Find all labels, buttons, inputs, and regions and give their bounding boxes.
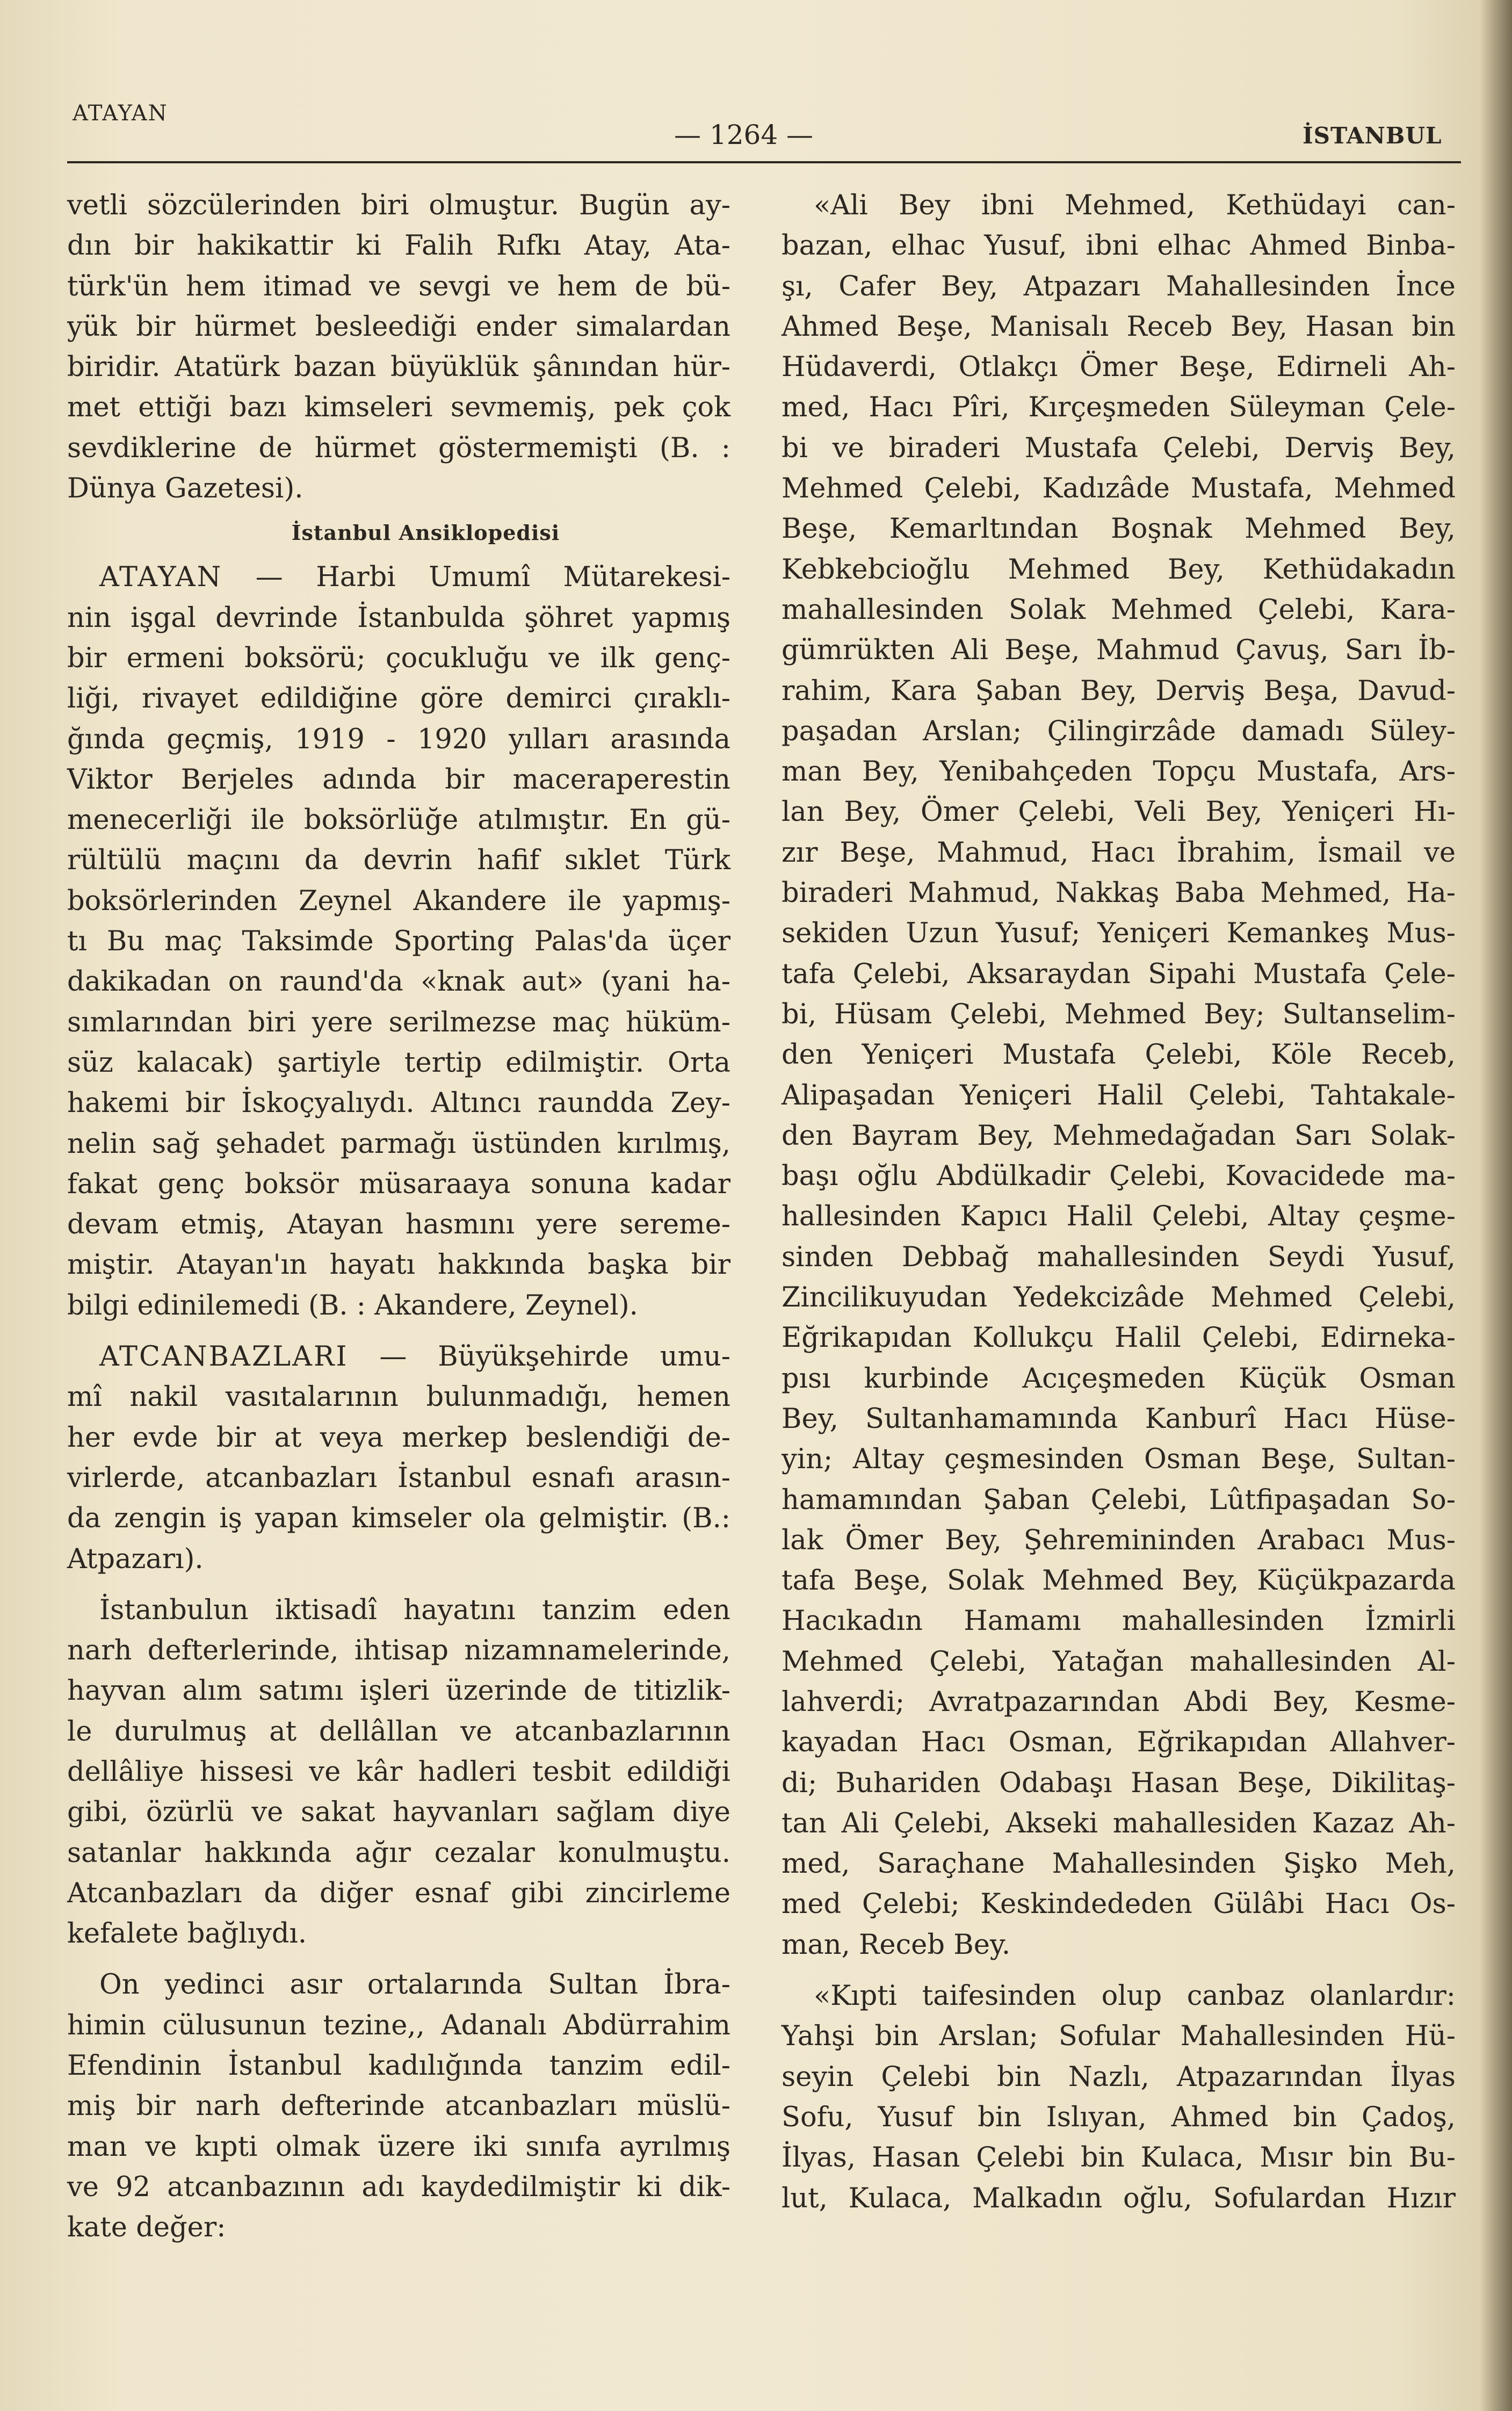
text-line: kefalete bağlıydı.	[67, 1918, 307, 1950]
text-line: lahverdi; Avratpazarından Abdi Bey, Kesme-	[782, 1686, 1456, 1718]
text-line: Yahşi bin Arslan; Sofular Mahallesinden Hü-	[782, 2020, 1456, 2053]
text-line: lan Bey, Ömer Çelebi, Veli Bey, Yeniçeri Hı-	[782, 796, 1456, 828]
text-line: den Bayram Bey, Mehmedağadan Sarı Solak-	[782, 1120, 1456, 1152]
running-head-left: ATAYAN	[73, 101, 168, 126]
entry-heading-atayan: ATAYAN	[99, 561, 223, 594]
text-line: başı oğlu Abdülkadir Çelebi, Kovacidede ma-	[782, 1160, 1456, 1193]
text-line: bir ermeni boksörü; çocukluğu ve ilk genç-	[67, 642, 730, 674]
page-number: — 1264 —	[674, 119, 814, 150]
text-line: virlerde, atcanbazları İstanbul esnafı arasın-	[67, 1462, 730, 1494]
text-line: Viktor Berjeles adında bir maceraperestin	[67, 763, 730, 796]
paragraph-onyedinci-asir	[67, 1965, 730, 2248]
text-line: rahim, Kara Şaban Bey, Derviş Beşa, Davud-	[782, 675, 1456, 707]
text-line: dellâliye hissesi ve kâr hadleri tesbit edildiği	[67, 1756, 730, 1788]
entry-atcan-first-line	[67, 1337, 730, 1377]
entry-atayan-first-line	[67, 557, 730, 597]
text-line: nelin sağ şehadet parmağı üstünden kırılmış,	[67, 1128, 730, 1160]
text-line: met ettiği bazı kimseleri sevmemiş, pek çok	[67, 392, 730, 424]
paragraph-muslim-canbazlar-list	[782, 185, 1456, 1965]
text-line: bazan, elhac Yusuf, ibni elhac Ahmed Binba-	[782, 230, 1456, 262]
text-line: hamamından Şaban Çelebi, Lûtfipaşadan So-	[782, 1484, 1456, 1516]
text-line: Ahmed Beşe, Manisalı Receb Bey, Hasan bin	[782, 311, 1456, 343]
text-line: tafa Beşe, Solak Mehmed Bey, Küçükpazarda	[782, 1565, 1456, 1597]
text-line: lak Ömer Bey, Şehremininden Arabacı Mus-	[782, 1524, 1456, 1556]
text-line: rültülü maçını da devrin hafif sıklet Türk	[67, 844, 730, 877]
text-line: şı, Cafer Bey, Atpazarı Mahallesinden İnce	[782, 270, 1456, 302]
text-line: Atcanbazları da diğer esnaf gibi zincirleme	[67, 1877, 730, 1909]
text-line: dın bir hakikattir ki Falih Rıfkı Atay, Ata-	[67, 230, 730, 262]
text-line: bi ve biraderi Mustafa Çelebi, Derviş Bey,	[782, 432, 1456, 464]
text-line: vetli sözcülerinden biri olmuştur. Bugün ay-	[67, 190, 730, 221]
paragraph-ataturk-continuation	[67, 185, 730, 509]
paragraph-gap	[782, 1965, 1456, 1976]
text-line: Hüdaverdi, Otlakçı Ömer Beşe, Edirneli Ah-	[782, 351, 1456, 384]
text-line: pısı kurbinde Acıçeşmeden Küçük Osman	[782, 1362, 1456, 1395]
text-line: devam etmiş, Atayan hasmını yere sereme-	[67, 1209, 730, 1241]
text-line: paşadan Arslan; Çilingirzâde damadı Süley-	[782, 715, 1456, 747]
text-line: seyin Çelebi bin Nazlı, Atpazarından İlyas	[782, 2061, 1456, 2093]
paragraph-kipti-canbazlar-list	[782, 1976, 1456, 2219]
text-line: Bey, Sultanhamamında Kanburî Hacı Hüse-	[782, 1403, 1456, 1435]
text-line: kayadan Hacı Osman, Eğrikapıdan Allahver-	[782, 1727, 1456, 1759]
text-line: Beşe, Kemarltından Boşnak Mehmed Bey,	[782, 513, 1456, 545]
entry-signature: İstanbul Ansiklopedisi	[291, 521, 560, 545]
text-line: Mehmed Çelebi, Yatağan mahallesinden Al-	[782, 1645, 1456, 1678]
text-line: kate değer:	[67, 2212, 226, 2244]
entry-atayan-first-text: — Harbi Umumî Mütarekesi-	[222, 561, 730, 594]
text-line: man, Receb Bey.	[782, 1929, 1011, 1961]
entry-atcan-first-text: — Büyükşehirde umu-	[348, 1341, 730, 1373]
text-line: İstanbulun iktisadî hayatını tanzim eden	[99, 1594, 730, 1626]
text-line: med, Saraçhane Mahallesinden Şişko Meh,	[782, 1848, 1456, 1880]
text-line: hayvan alım satımı işleri üzerinde de titizlik-	[67, 1675, 730, 1707]
text-line: zır Beşe, Mahmud, Hacı İbrahim, İsmail ve	[782, 836, 1456, 869]
header-rule	[67, 161, 1461, 163]
text-line: dakikadan on raund'da «knak aut» (yani ha-	[67, 966, 730, 998]
paragraph-narh-defterleri	[67, 1590, 730, 1954]
paragraph-gap	[67, 1326, 730, 1337]
text-line: Eğrikapıdan Kollukçu Halil Çelebi, Edirneka-	[782, 1322, 1456, 1354]
text-line: den Yeniçeri Mustafa Çelebi, Köle Receb,	[782, 1039, 1456, 1071]
text-line: yin; Altay çeşmesinden Osman Beşe, Sultan-	[782, 1443, 1456, 1476]
paragraph-gap	[67, 1579, 730, 1590]
text-line: fakat genç boksör müsaraaya sonuna kadar	[67, 1168, 730, 1200]
text-line: ve 92 atcanbazının adı kaydedilmiştir ki dik-	[67, 2171, 730, 2203]
entry-heading-atcanbazlari: ATCANBAZLARI	[99, 1341, 349, 1373]
text-line: İlyas, Hasan Çelebi bin Kulaca, Mısır bin Bu-	[782, 2142, 1456, 2174]
text-line: mahallesinden Solak Mehmed Çelebi, Kara-	[782, 594, 1456, 626]
text-line: süz kalacak) şartiyle tertip edilmiştir. Orta	[67, 1046, 730, 1079]
text-line: miş bir narh defterinde atcanbazları müslü-	[67, 2090, 730, 2123]
text-line: türk'ün hem itimad ve sevgi ve hem de bü-	[67, 270, 730, 302]
text-line: «Kıpti taifesinden olup canbaz olanlardır:	[814, 1980, 1456, 2012]
text-line: hakemi bir İskoçyalıydı. Altıncı raundda Zey-	[67, 1087, 730, 1120]
entry-atcanbazlari	[67, 1337, 730, 1579]
text-line: biraderi Mahmud, Nakkaş Baba Mehmed, Ha-	[782, 877, 1456, 909]
book-spine-shadow	[1480, 0, 1512, 2411]
text-line: bilgi edinilemedi (B. : Akandere, Zeynel).	[67, 1289, 638, 1322]
text-line: man Bey, Yenibahçeden Topçu Mustafa, Ars-	[782, 756, 1456, 788]
right-column	[782, 185, 1456, 2219]
text-line: lut, Kulaca, Malkadın oğlu, Sofulardan Hızır	[782, 2182, 1456, 2214]
text-line: Mehmed Çelebi, Kadızâde Mustafa, Mehmed	[782, 473, 1456, 505]
running-head-right: İSTANBUL	[1303, 122, 1442, 149]
entry-atcan-body	[67, 1377, 730, 1579]
text-line: le durulmuş at dellâllan ve atcanbazlarının	[67, 1715, 730, 1748]
text-line: tı Bu maç Taksimde Sporting Palas'da üçer	[67, 926, 730, 958]
text-line: gibi, özürlü ve sakat hayvanları sağlam diye	[67, 1796, 730, 1829]
text-line: hallesinden Kapıcı Halil Çelebi, Altay çeşme-	[782, 1201, 1456, 1233]
text-line: nin işgal devrinde İstanbulda şöhret yapmış	[67, 602, 730, 634]
text-line: med Çelebi; Keskindededen Gülâbi Hacı Os-	[782, 1888, 1456, 1921]
text-line: On yedinci asır ortalarında Sultan İbra-	[99, 1969, 730, 2001]
text-line: liği, rivayet edildiğine göre demirci çıraklı-	[67, 683, 730, 715]
text-line: man ve kıpti olmak üzere iki sınıfa ayrılmış	[67, 2131, 730, 2163]
text-line: narh defterlerinde, ihtisap nizamnamelerinde,	[67, 1635, 730, 1667]
text-line: «Ali Bey ibni Mehmed, Kethüdayi can-	[814, 190, 1456, 221]
text-line: med, Hacı Pîri, Kırçeşmeden Süleyman Çele-	[782, 392, 1456, 424]
text-line: tafa Çelebi, Aksaraydan Sipahi Mustafa Çele-	[782, 958, 1456, 990]
text-line: Hacıkadın Hamamı mahallesinden İzmirli	[782, 1605, 1456, 1637]
entry-atayan	[67, 557, 730, 1326]
text-line: Alipaşadan Yeniçeri Halil Çelebi, Tahtakale-	[782, 1079, 1456, 1111]
text-line: himin cülusunun tezine,, Adanalı Abdürrahim	[67, 2009, 730, 2041]
text-line: da zengin iş yapan kimseler ola gelmiştir. (B.:	[67, 1503, 730, 1535]
text-line: satanlar hakkında ağır cezalar konulmuştu.	[67, 1837, 730, 1869]
text-line: miştir. Atayan'ın hayatı hakkında başka bir	[67, 1249, 730, 1281]
text-line: mî nakil vasıtalarının bulunmadığı, hemen	[67, 1381, 730, 1413]
text-line: ğında geçmiş, 1919 - 1920 yılları arasında	[67, 723, 730, 755]
entry-atayan-body	[67, 598, 730, 1326]
text-line: Dünya Gazetesi).	[67, 473, 303, 505]
left-column	[67, 185, 730, 2248]
paragraph-gap	[67, 1954, 730, 1965]
text-line: menecerliği ile boksörlüğe atılmıştır. En gü-	[67, 804, 730, 836]
text-line: gümrükten Ali Beşe, Mahmud Çavuş, Sarı İb-	[782, 634, 1456, 667]
text-line: her evde bir at veya merkep beslendiği de-	[67, 1421, 730, 1454]
text-line: sinden Debbağ mahallesinden Seydi Yusuf,	[782, 1241, 1456, 1273]
text-line: bi, Hüsam Çelebi, Mehmed Bey; Sultanselim-	[782, 998, 1456, 1030]
text-line: di; Buhariden Odabaşı Hasan Beşe, Dikilitaş-	[782, 1767, 1456, 1799]
text-line: boksörlerinden Zeynel Akandere ile yapmış-	[67, 885, 730, 917]
text-line: biridir. Atatürk bazan büyüklük şânından hür-	[67, 351, 730, 384]
text-line: Sofu, Yusuf bin Islıyan, Ahmed bin Çadoş,	[782, 2101, 1456, 2133]
text-line: tan Ali Çelebi, Akseki mahallesiden Kazaz Ah-	[782, 1807, 1456, 1839]
text-line: Atpazarı).	[67, 1543, 204, 1575]
text-line: Efendinin İstanbul kadılığında tanzim edil-	[67, 2050, 730, 2082]
text-line: sekiden Uzun Yusuf; Yeniçeri Kemankeş Mus-	[782, 918, 1456, 950]
text-line: sevdiklerine de hürmet göstermemişti (B. :	[67, 432, 730, 464]
text-line: yük bir hürmet besleediği ender simalardan	[67, 311, 730, 343]
text-line: sımlarından biri yere serilmezse maç hüküm-	[67, 1006, 730, 1038]
text-line: Zincilikuyudan Yedekcizâde Mehmed Çelebi,	[782, 1282, 1456, 1314]
text-line: Kebkebcioğlu Mehmed Bey, Kethüdakadın	[782, 553, 1456, 586]
